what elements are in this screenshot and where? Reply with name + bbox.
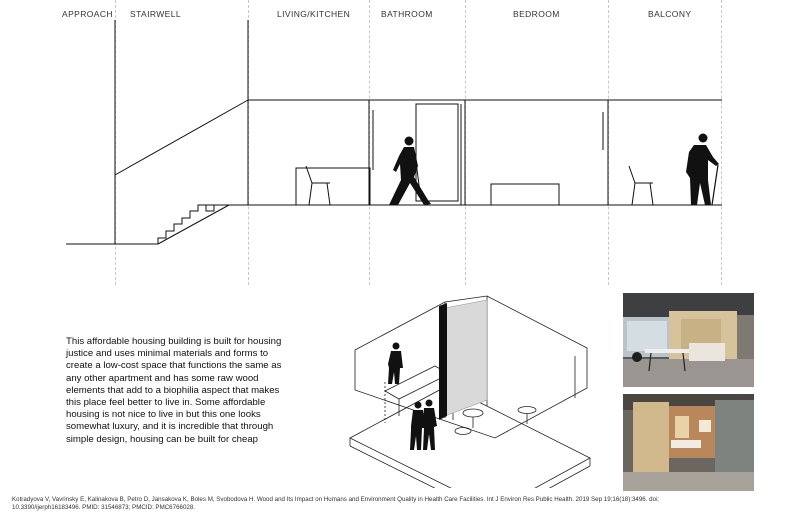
axo-person-upper [388, 343, 403, 385]
axo-table-2 [463, 409, 483, 417]
citation-line-1: Kotradyova V, Vavrinsky E, Kalinakova B, Petro D, Jansakova K, Boles M, Svobodova H. Wood and Its Impact on Humans and Environment Quality in Health Care Facilities. Int J Environ Res Public Health. 2019 Sep 19;16(18):3496. doi: [12, 496, 660, 503]
label-bathroom: BATHROOM [381, 9, 433, 19]
kitchen-counter [296, 168, 370, 205]
axo-table-4 [518, 407, 536, 414]
balcony-chair [629, 166, 653, 205]
elderly-person-silhouette [686, 134, 719, 206]
stair-soffit-line [115, 100, 248, 175]
interior-photo-kitchen-image [623, 293, 754, 387]
citation-line-2: 10.3390/ijerph16183496. PMID: 31546873; PMCID: PMC6766028. [12, 504, 195, 511]
citation [12, 496, 782, 512]
living-chair [306, 166, 330, 205]
axo-person-lower-2 [423, 400, 437, 451]
label-living-kitchen: LIVING/KITCHEN [277, 9, 351, 19]
axo-shaded-core [445, 300, 487, 416]
label-bedroom: BEDROOM [513, 9, 560, 19]
label-stairwell: STAIRWELL [130, 9, 181, 19]
description-paragraph: This affordable housing building is built for housing justice and uses minimal materials and forms to create a low-cost space that functions the same as any other apartment and has some raw wood elements that add to a biophilia aspect that makes this place feel better to live in. Some affordable housing is not nice to live in but this one looks somewhat luxury, and it is incredible that through simple design, housing can be built for cheap [66, 336, 282, 445]
bed [491, 184, 559, 205]
axonometric-drawing [335, 288, 605, 488]
interior-photo-kitchen [623, 293, 754, 387]
axo-table-5 [455, 428, 471, 435]
walking-person-silhouette [389, 137, 431, 206]
label-approach: APPROACH [62, 9, 113, 19]
interior-photo-bathroom [623, 394, 754, 491]
label-balcony: BALCONY [648, 9, 692, 19]
axo-person-lower-1 [410, 402, 425, 451]
bathroom-door-panel [416, 104, 458, 201]
axo-dark-wall [439, 303, 447, 420]
interior-photo-bathroom-image [623, 394, 754, 491]
